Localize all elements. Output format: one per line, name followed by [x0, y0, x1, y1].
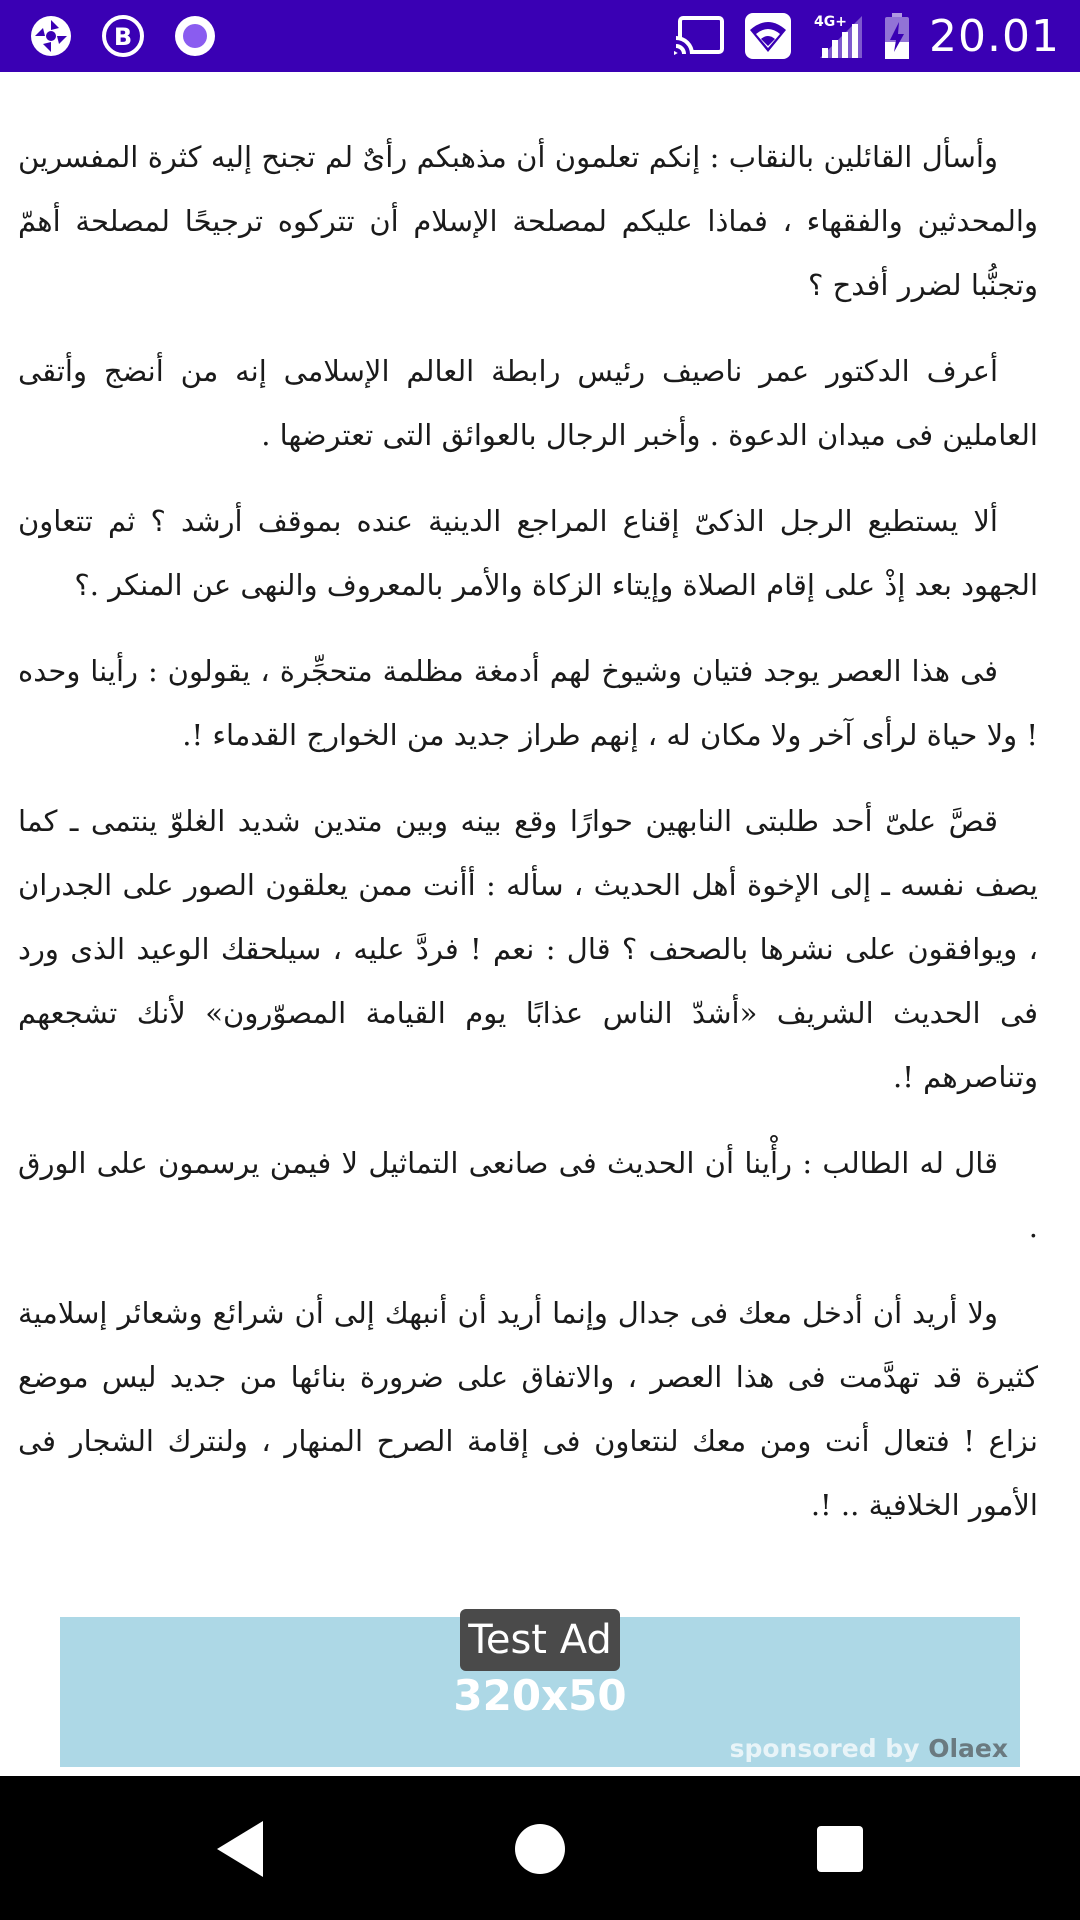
ad-label: Test Ad: [460, 1609, 620, 1671]
paragraph: فى هذا العصر يوجد فتيان وشيوخ لهم أدمغة مظلمة متحجِّرة ، يقولون : رأينا وحده ! ولا حياة لرأى آخر ولا مكان له ، إنهم طراز جديد من الخوارج القدماء !.: [18, 654, 1038, 752]
status-bar-notifications: [28, 12, 218, 60]
status-bar: [0, 0, 1080, 72]
paragraph: وأسأل القائلين بالنقاب : إنكم تعلمون أن مذهبكم رأىٌ لم تجنح إليه كثرة المفسرين والمحدثين والفقهاء ، فماذا عليكم لمصلحة الإسلام أن تتركوه ترجيحًا لمصلحة أهمّ وتجنُّبا لضرر أفدح ؟: [18, 140, 1038, 302]
signal-icon: [811, 13, 865, 59]
home-button[interactable]: [505, 1814, 575, 1884]
ad-banner[interactable]: [60, 1617, 1020, 1767]
paragraph: أعرف الدكتور عمر ناصيف رئيس رابطة العالم الإسلامى إنه من أنضج وأتقى العاملين فى ميدان الدعوة . وأخبر الرجال بالعوائق التى تعترضها .: [18, 354, 1038, 452]
back-button[interactable]: [206, 1814, 276, 1884]
wifi-icon: [743, 13, 793, 59]
cast-icon: [673, 13, 725, 59]
home-icon: [512, 1821, 568, 1877]
recents-icon: [815, 1824, 865, 1874]
recents-button[interactable]: [805, 1814, 875, 1884]
svg-text:B: B: [113, 23, 133, 51]
aperture-icon: [28, 13, 74, 59]
paragraph: ولا أريد أن أدخل معك فى جدال وإنما أريد أن أنبهك إلى أن شرائع وشعائر إسلامية كثيرة قد تهدَّمت فى هذا العصر ، والاتفاق على ضرورة بنائها من جديد ليس موضع نزاع ! فتعال أنت ومن معك لنتعاون فى إقامة الصرح المنهار ، ولنترك الشجار فى الأمور الخلافية .. !.: [18, 1296, 1038, 1522]
paragraph: قصَّ علىّ أحد طلبتى النابهين حوارًا وقع بينه وبين متدين شديد الغلوّ ينتمى ـ كما يصف نفسه ـ إلى الإخوة أهل الحديث ، سأله : أأنت ممن يعلقون الصور على الجدران ، ويوافقون على نشرها بالصحف ؟ قال : نعم ! فردَّ عليه ، سيلحقك الوعيد الذى ورد فى الحديث الشريف «أشدّ الناس عذابًا يوم القيامة المصوّرون» لأنك تشجعهم وتناصرهم !.: [18, 804, 1038, 1094]
back-icon: [211, 1817, 271, 1881]
book-page-content[interactable]: [18, 125, 1038, 1595]
b-circle-icon: [100, 13, 146, 59]
paragraph: ألا يستطيع الرجل الذكىّ إقناع المراجع الدينية عنده بموقف أرشد ؟ ثم تتعاون الجهود بعد إذْ على إقام الصلاة وإيتاء الزكاة والأمر بالمعروف والنهى عن المنكر .؟: [18, 504, 1038, 602]
ad-sponsor-brand: Olaex: [928, 1734, 1008, 1763]
ad-sponsor-prefix: sponsored by: [729, 1734, 920, 1763]
paragraph: قال له الطالب : رأْينا أن الحديث فى صانعى التماثيل لا فيمن يرسمون على الورق .: [18, 1146, 1038, 1244]
battery-charging-icon: [883, 13, 911, 59]
ad-sponsor: [730, 1734, 1008, 1763]
record-icon: [172, 13, 218, 59]
clock: 20.01: [929, 10, 1060, 62]
ad-size: 320x50: [453, 1671, 627, 1720]
navigation-bar: [0, 1776, 1080, 1920]
status-bar-system: [673, 10, 1060, 62]
network-type: 4G+: [814, 14, 847, 30]
